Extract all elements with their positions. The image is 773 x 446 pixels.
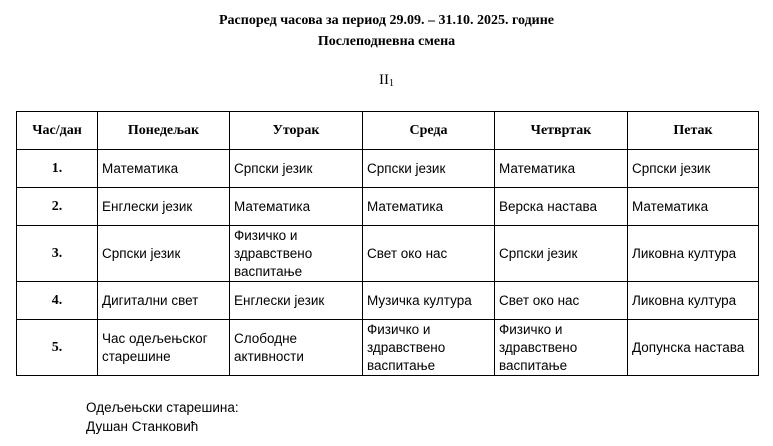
schedule-table — [16, 111, 759, 376]
period-number: 4. — [17, 282, 98, 320]
document-subtitle: Послеподневна смена — [317, 34, 456, 49]
table-cell: Математика — [628, 188, 759, 226]
period-number: 3. — [17, 226, 98, 282]
period-number: 5. — [17, 320, 98, 376]
table-cell: Музичка култура — [363, 282, 495, 320]
teacher-label: Одељењски старешина: — [86, 400, 239, 415]
table-cell: Српски језик — [230, 150, 363, 188]
table-cell: Физичко и здравствено васпитање — [230, 226, 363, 282]
table-cell: Српски језик — [98, 226, 230, 282]
class-label — [0, 70, 773, 94]
table-cell: Ликовна култура — [628, 226, 759, 282]
header-cell: Петак — [628, 112, 759, 150]
table-cell: Допунска настава — [628, 320, 759, 376]
table-cell: Физичко и здравствено васпитање — [495, 320, 628, 376]
table-row — [17, 188, 759, 226]
teacher-name: Душан Станковић — [86, 419, 199, 434]
table-cell: Слободне активности — [230, 320, 363, 376]
header-cell: Уторак — [230, 112, 363, 150]
header-cell: Час/дан — [17, 112, 98, 150]
table-cell: Српски језик — [628, 150, 759, 188]
table-cell: Дигитални свет — [98, 282, 230, 320]
table-cell: Српски језик — [363, 150, 495, 188]
table-cell: Свет око нас — [495, 282, 628, 320]
table-row — [17, 320, 759, 376]
header-cell: Понедељак — [98, 112, 230, 150]
class-label-main: II — [379, 72, 389, 88]
table-cell: Верска настава — [495, 188, 628, 226]
period-number: 2. — [17, 188, 98, 226]
table-row — [17, 226, 759, 282]
header-cell: Среда — [363, 112, 495, 150]
table-header-row — [17, 112, 759, 150]
table-cell: Математика — [98, 150, 230, 188]
table-cell: Математика — [230, 188, 363, 226]
class-label-subscript: 1 — [389, 78, 394, 89]
table-cell: Математика — [495, 150, 628, 188]
table-cell: Математика — [363, 188, 495, 226]
table-row — [17, 150, 759, 188]
document-title: Распоред часова за период 29.09. – 31.10. 2025. године — [218, 13, 555, 28]
table-cell: Свет око нас — [363, 226, 495, 282]
table-cell: Српски језик — [495, 226, 628, 282]
header-cell: Четвртак — [495, 112, 628, 150]
table-cell: Час одељењског старешине — [98, 320, 230, 376]
table-row — [17, 282, 759, 320]
table-cell: Ликовна култура — [628, 282, 759, 320]
table-cell: Физичко и здравствено васпитање — [363, 320, 495, 376]
table-cell: Енглески језик — [230, 282, 363, 320]
table-cell: Енглески језик — [98, 188, 230, 226]
period-number: 1. — [17, 150, 98, 188]
